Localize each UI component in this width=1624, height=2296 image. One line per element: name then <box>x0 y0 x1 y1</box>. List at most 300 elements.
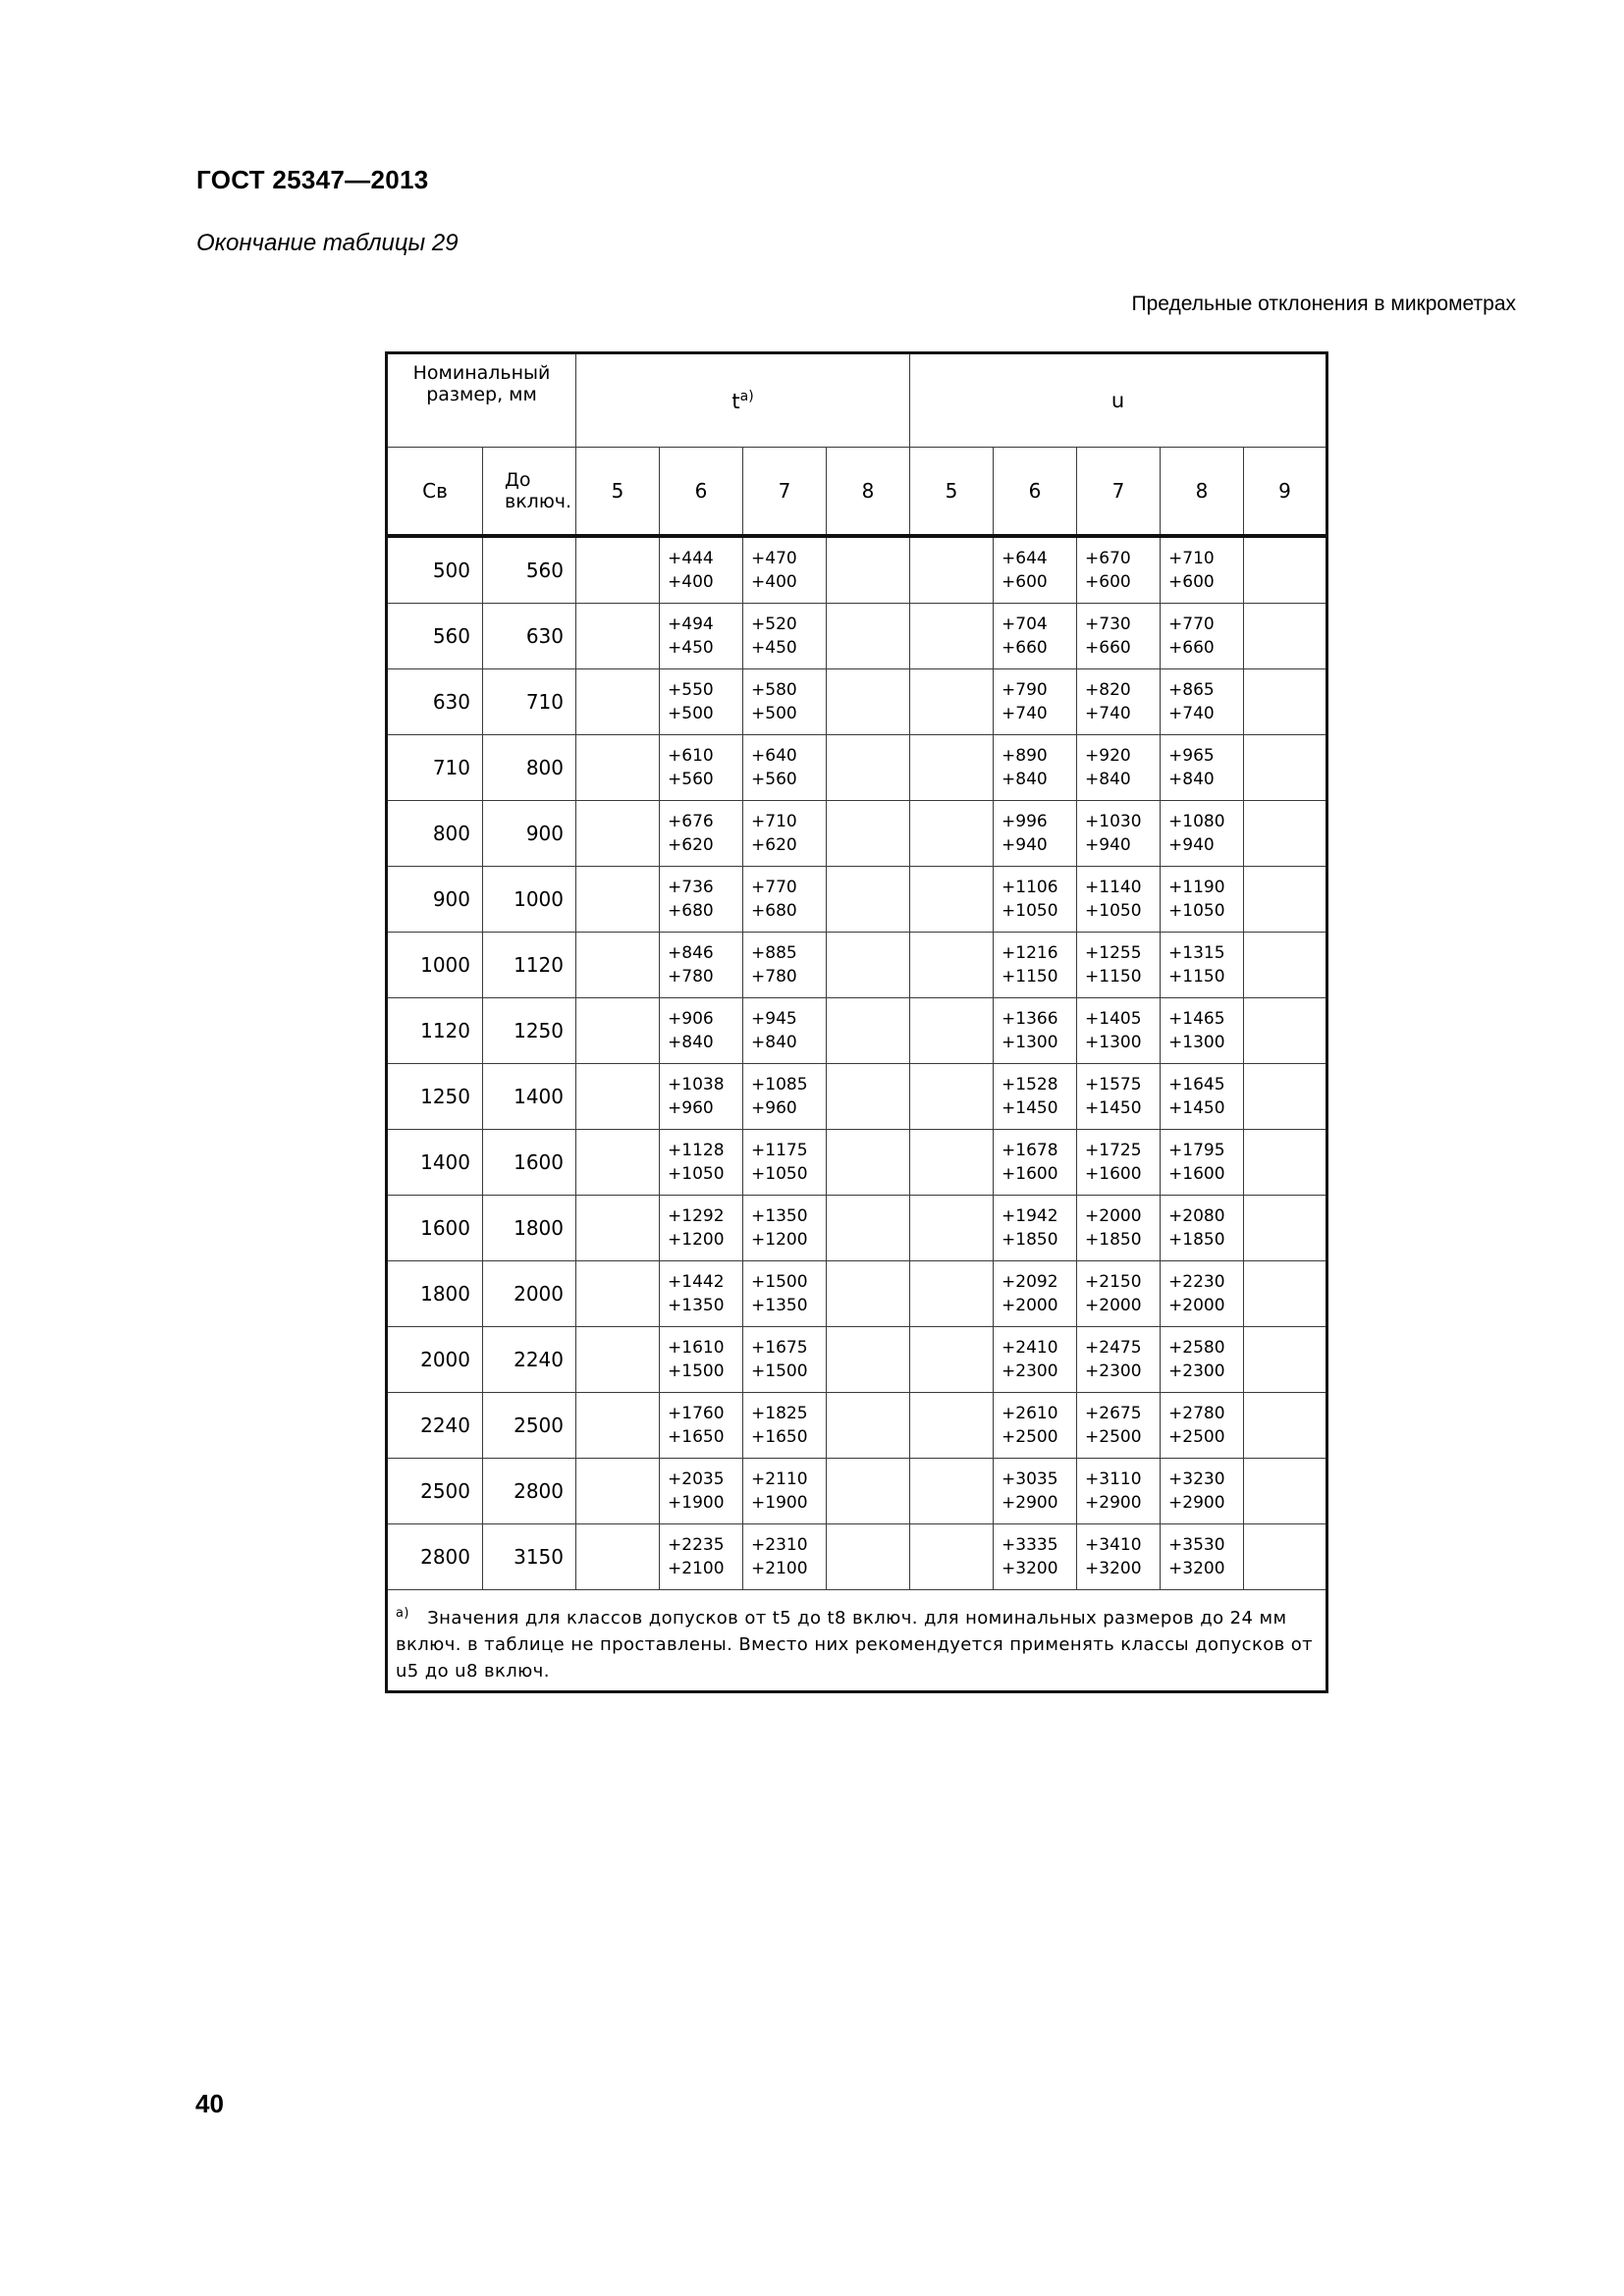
size-from-cell: 710 <box>387 735 483 801</box>
upper-deviation: +3335 <box>1001 1535 1058 1555</box>
tolerance-cell-t <box>827 1393 910 1459</box>
upper-deviation: +865 <box>1168 680 1215 700</box>
tolerance-cell-t <box>827 1327 910 1393</box>
upper-deviation: +1216 <box>1001 943 1058 963</box>
lower-deviation: +940 <box>1001 835 1048 855</box>
grade-header: 6 <box>660 448 743 537</box>
lower-deviation: +740 <box>1085 704 1131 723</box>
tolerance-cell-u <box>1161 1261 1244 1327</box>
tolerance-cell-t <box>660 669 743 735</box>
tolerance-cell-t <box>827 801 910 867</box>
upper-deviation: +920 <box>1085 746 1131 766</box>
grade-header: 5 <box>910 448 994 537</box>
tolerance-cell-u <box>1244 1261 1327 1327</box>
tolerance-cell-u <box>994 1196 1077 1261</box>
table-row <box>387 998 1327 1064</box>
tolerance-cell-u <box>1161 536 1244 604</box>
upper-deviation: +945 <box>751 1009 797 1029</box>
grade-header: 7 <box>743 448 827 537</box>
lower-deviation: +660 <box>1001 638 1048 658</box>
upper-deviation: +2610 <box>1001 1404 1058 1423</box>
lower-deviation: +2500 <box>1001 1427 1058 1447</box>
tolerance-cell-t <box>576 1130 660 1196</box>
tolerance-cell-u <box>994 1064 1077 1130</box>
tolerance-cell-t <box>660 1327 743 1393</box>
size-from-cell: 900 <box>387 867 483 933</box>
upper-deviation: +770 <box>1168 614 1215 634</box>
size-from-cell: 560 <box>387 604 483 669</box>
tolerance-cell-u <box>1244 1196 1327 1261</box>
tolerance-cell-t <box>660 735 743 801</box>
tolerance-cell-u <box>1244 1393 1327 1459</box>
lower-deviation: +2000 <box>1085 1296 1142 1315</box>
upper-deviation: +1442 <box>668 1272 725 1292</box>
lower-deviation: +680 <box>751 901 797 921</box>
tolerance-cell-t <box>576 1196 660 1261</box>
tolerance-cell-t <box>576 536 660 604</box>
tolerance-cell-t <box>576 1064 660 1130</box>
size-from-cell: 1120 <box>387 998 483 1064</box>
tolerance-cell-t <box>743 1524 827 1590</box>
upper-deviation: +790 <box>1001 680 1048 700</box>
tolerance-cell-u <box>1161 669 1244 735</box>
upper-deviation: +1080 <box>1168 812 1225 831</box>
tolerance-cell-u <box>1077 536 1161 604</box>
tolerance-cell-t <box>827 1261 910 1327</box>
lower-deviation: +600 <box>1001 572 1048 592</box>
tolerance-cell-t <box>576 669 660 735</box>
tolerance-cell-t <box>743 1459 827 1524</box>
size-to-cell: 1400 <box>483 1064 576 1130</box>
tolerance-cell-u <box>1161 1459 1244 1524</box>
lower-deviation: +780 <box>751 967 797 987</box>
lower-deviation: +3200 <box>1085 1559 1142 1578</box>
lower-deviation: +680 <box>668 901 714 921</box>
upper-deviation: +580 <box>751 680 797 700</box>
upper-deviation: +2150 <box>1085 1272 1142 1292</box>
lower-deviation: +740 <box>1001 704 1048 723</box>
lower-deviation: +1050 <box>1168 901 1225 921</box>
upper-deviation: +710 <box>1168 549 1215 568</box>
size-to-cell: 800 <box>483 735 576 801</box>
tolerance-cell-u <box>910 1196 994 1261</box>
upper-deviation: +1128 <box>668 1141 725 1160</box>
grade-header: 5 <box>576 448 660 537</box>
lower-deviation: +1200 <box>751 1230 808 1250</box>
lower-deviation: +1150 <box>1085 967 1142 987</box>
size-to-cell: 2500 <box>483 1393 576 1459</box>
tolerance-cell-u <box>1077 1459 1161 1524</box>
upper-deviation: +2410 <box>1001 1338 1058 1358</box>
upper-deviation: +1465 <box>1168 1009 1225 1029</box>
table-row <box>387 735 1327 801</box>
size-to-cell: 560 <box>483 536 576 604</box>
tolerance-cell-t <box>827 1524 910 1590</box>
tolerance-cell-t <box>743 801 827 867</box>
upper-deviation: +1678 <box>1001 1141 1058 1160</box>
size-from-cell: 1400 <box>387 1130 483 1196</box>
tolerance-cell-t <box>660 1261 743 1327</box>
tolerance-cell-u <box>1161 735 1244 801</box>
tolerance-cell-u <box>1244 536 1327 604</box>
size-to-cell: 3150 <box>483 1524 576 1590</box>
tolerance-cell-u <box>1077 998 1161 1064</box>
upper-deviation: +2035 <box>668 1469 725 1489</box>
upper-deviation: +470 <box>751 549 797 568</box>
lower-deviation: +2900 <box>1085 1493 1142 1513</box>
table-row <box>387 1393 1327 1459</box>
tolerance-cell-u <box>994 998 1077 1064</box>
size-to-cell: 630 <box>483 604 576 669</box>
tolerance-cell-u <box>910 1524 994 1590</box>
tolerance-cell-u <box>910 1393 994 1459</box>
tolerance-cell-t <box>660 1524 743 1590</box>
tolerance-cell-t <box>660 801 743 867</box>
tolerance-cell-t <box>576 604 660 669</box>
grade-header: 6 <box>994 448 1077 537</box>
tolerance-cell-t <box>827 604 910 669</box>
upper-deviation: +2675 <box>1085 1404 1142 1423</box>
upper-deviation: +3035 <box>1001 1469 1058 1489</box>
lower-deviation: +2100 <box>668 1559 725 1578</box>
tolerance-cell-u <box>1244 1130 1327 1196</box>
tolerance-cell-u <box>994 1327 1077 1393</box>
tolerance-cell-t <box>660 1459 743 1524</box>
upper-deviation: +1366 <box>1001 1009 1058 1029</box>
upper-deviation: +1175 <box>751 1141 808 1160</box>
lower-deviation: +620 <box>668 835 714 855</box>
tolerance-cell-u <box>994 536 1077 604</box>
tolerance-cell-t <box>660 867 743 933</box>
lower-deviation: +1450 <box>1001 1098 1058 1118</box>
lower-deviation: +1350 <box>751 1296 808 1315</box>
lower-deviation: +2900 <box>1001 1493 1058 1513</box>
tolerance-cell-t <box>743 604 827 669</box>
tolerance-cell-t <box>660 1393 743 1459</box>
tolerance-cell-u <box>1244 1524 1327 1590</box>
tolerance-cell-u <box>994 1393 1077 1459</box>
lower-deviation: +450 <box>751 638 797 658</box>
nominal-size-header: Номинальный размер, мм <box>387 353 576 448</box>
tolerance-cell-u <box>1161 1524 1244 1590</box>
upper-deviation: +1645 <box>1168 1075 1225 1095</box>
tolerance-cell-t <box>576 1524 660 1590</box>
tolerance-cell-t <box>660 604 743 669</box>
size-to-cell: 900 <box>483 801 576 867</box>
upper-deviation: +885 <box>751 943 797 963</box>
lower-deviation: +840 <box>751 1033 797 1052</box>
tolerance-cell-t <box>743 998 827 1064</box>
tolerance-cell-u <box>1161 1064 1244 1130</box>
tolerance-cell-u <box>1077 933 1161 998</box>
tolerance-cell-u <box>994 1459 1077 1524</box>
header-row-grades <box>387 448 1327 537</box>
lower-deviation: +1300 <box>1001 1033 1058 1052</box>
lower-deviation: +1600 <box>1168 1164 1225 1184</box>
lower-deviation: +1300 <box>1168 1033 1225 1052</box>
grade-header: 9 <box>1244 448 1327 537</box>
group-t-label: t <box>731 389 740 413</box>
tolerance-cell-t <box>576 867 660 933</box>
tolerance-cell-t <box>743 1327 827 1393</box>
size-from-cell: 2240 <box>387 1393 483 1459</box>
lower-deviation: +2000 <box>1001 1296 1058 1315</box>
upper-deviation: +494 <box>668 614 714 634</box>
lower-deviation: +660 <box>1168 638 1215 658</box>
size-from-cell: 1250 <box>387 1064 483 1130</box>
tolerance-cell-t <box>827 1459 910 1524</box>
upper-deviation: +1675 <box>751 1338 808 1358</box>
tolerance-cell-u <box>1077 1393 1161 1459</box>
upper-deviation: +2780 <box>1168 1404 1225 1423</box>
tolerance-cell-u <box>1244 867 1327 933</box>
tolerance-cell-u <box>1161 998 1244 1064</box>
size-from-cell: 2000 <box>387 1327 483 1393</box>
grade-header: 8 <box>827 448 910 537</box>
table-row <box>387 1261 1327 1327</box>
table-row <box>387 933 1327 998</box>
upper-deviation: +846 <box>668 943 714 963</box>
tolerance-cell-u <box>994 1261 1077 1327</box>
tolerance-cell-u <box>994 1524 1077 1590</box>
size-from-cell: 1800 <box>387 1261 483 1327</box>
upper-deviation: +2310 <box>751 1535 808 1555</box>
lower-deviation: +740 <box>1168 704 1215 723</box>
grade-header: 8 <box>1161 448 1244 537</box>
tolerance-cell-u <box>994 604 1077 669</box>
upper-deviation: +1292 <box>668 1206 725 1226</box>
tolerance-cell-u <box>1161 933 1244 998</box>
upper-deviation: +2110 <box>751 1469 808 1489</box>
tolerance-cell-u <box>1077 1327 1161 1393</box>
upper-deviation: +736 <box>668 878 714 897</box>
lower-deviation: +3200 <box>1168 1559 1225 1578</box>
tolerance-cell-u <box>1244 998 1327 1064</box>
tolerance-cell-t <box>660 1196 743 1261</box>
tolerance-cell-u <box>1077 801 1161 867</box>
tolerance-cell-u <box>910 867 994 933</box>
tolerance-cell-t <box>576 1261 660 1327</box>
table-row <box>387 1130 1327 1196</box>
header-row-groups <box>387 353 1327 448</box>
upper-deviation: +640 <box>751 746 797 766</box>
table-row <box>387 1524 1327 1590</box>
lower-deviation: +560 <box>751 770 797 789</box>
lower-deviation: +2300 <box>1001 1362 1058 1381</box>
size-from-cell: 2500 <box>387 1459 483 1524</box>
upper-deviation: +1760 <box>668 1404 725 1423</box>
tolerance-cell-u <box>1244 604 1327 669</box>
upper-deviation: +3530 <box>1168 1535 1225 1555</box>
lower-deviation: +1900 <box>751 1493 808 1513</box>
tolerance-cell-u <box>994 933 1077 998</box>
lower-deviation: +2000 <box>1168 1296 1225 1315</box>
lower-deviation: +2900 <box>1168 1493 1225 1513</box>
table-caption: Окончание таблицы 29 <box>196 230 459 256</box>
tolerance-cell-t <box>660 1130 743 1196</box>
lower-deviation: +960 <box>751 1098 797 1118</box>
lower-deviation: +840 <box>1001 770 1048 789</box>
tolerance-cell-u <box>1077 1196 1161 1261</box>
upper-deviation: +1942 <box>1001 1206 1058 1226</box>
table-row <box>387 867 1327 933</box>
tolerance-cell-u <box>994 867 1077 933</box>
tolerance-cell-u <box>1161 1196 1244 1261</box>
tolerance-cell-u <box>1161 1327 1244 1393</box>
size-from-cell: 1000 <box>387 933 483 998</box>
upper-deviation: +890 <box>1001 746 1048 766</box>
tolerance-cell-t <box>827 669 910 735</box>
lower-deviation: +560 <box>668 770 714 789</box>
lower-deviation: +1050 <box>1001 901 1058 921</box>
size-to-cell: 2000 <box>483 1261 576 1327</box>
tolerance-cell-t <box>827 735 910 801</box>
upper-deviation: +676 <box>668 812 714 831</box>
lower-deviation: +1600 <box>1001 1164 1058 1184</box>
upper-deviation: +2475 <box>1085 1338 1142 1358</box>
lower-deviation: +450 <box>668 638 714 658</box>
upper-deviation: +965 <box>1168 746 1215 766</box>
lower-deviation: +840 <box>1085 770 1131 789</box>
tolerance-cell-u <box>1077 735 1161 801</box>
units-note: Предельные отклонения в микрометрах <box>1131 293 1516 315</box>
tolerance-cell-u <box>910 669 994 735</box>
upper-deviation: +2080 <box>1168 1206 1225 1226</box>
tolerance-cell-t <box>660 998 743 1064</box>
lower-deviation: +1850 <box>1001 1230 1058 1250</box>
tolerance-cell-u <box>1244 735 1327 801</box>
upper-deviation: +1350 <box>751 1206 808 1226</box>
lower-deviation: +1050 <box>1085 901 1142 921</box>
upper-deviation: +2230 <box>1168 1272 1225 1292</box>
tolerance-cell-t <box>660 1064 743 1130</box>
lower-deviation: +960 <box>668 1098 714 1118</box>
tolerance-cell-u <box>1244 801 1327 867</box>
upper-deviation: +906 <box>668 1009 714 1029</box>
tolerance-cell-u <box>1244 933 1327 998</box>
size-to-cell: 1120 <box>483 933 576 998</box>
tolerance-cell-u <box>910 735 994 801</box>
tolerance-cell-u <box>994 669 1077 735</box>
lower-deviation: +400 <box>751 572 797 592</box>
tolerance-cell-t <box>827 1196 910 1261</box>
tolerance-cell-t <box>576 735 660 801</box>
tolerance-cell-u <box>994 801 1077 867</box>
tolerance-cell-t <box>576 998 660 1064</box>
size-to-cell: 710 <box>483 669 576 735</box>
tolerance-cell-u <box>1244 669 1327 735</box>
lower-deviation: +600 <box>1168 572 1215 592</box>
table-row <box>387 801 1327 867</box>
lower-deviation: +1150 <box>1168 967 1225 987</box>
tolerance-cell-u <box>910 933 994 998</box>
tolerance-cell-u <box>910 998 994 1064</box>
lower-deviation: +600 <box>1085 572 1131 592</box>
upper-deviation: +1610 <box>668 1338 725 1358</box>
tolerance-cell-t <box>827 867 910 933</box>
upper-deviation: +1030 <box>1085 812 1142 831</box>
lower-deviation: +1500 <box>751 1362 808 1381</box>
table-row <box>387 1196 1327 1261</box>
tolerance-cell-t <box>743 735 827 801</box>
upper-deviation: +1315 <box>1168 943 1225 963</box>
tolerance-cell-u <box>1161 604 1244 669</box>
upper-deviation: +704 <box>1001 614 1048 634</box>
tolerance-cell-t <box>576 1459 660 1524</box>
tolerance-cell-u <box>1077 669 1161 735</box>
group-header-u: u <box>910 353 1327 448</box>
lower-deviation: +660 <box>1085 638 1131 658</box>
lower-deviation: +1350 <box>668 1296 725 1315</box>
upper-deviation: +520 <box>751 614 797 634</box>
lower-deviation: +500 <box>668 704 714 723</box>
tolerance-table <box>385 351 1328 1693</box>
upper-deviation: +820 <box>1085 680 1131 700</box>
upper-deviation: +2000 <box>1085 1206 1142 1226</box>
tolerance-cell-t <box>743 536 827 604</box>
lower-deviation: +400 <box>668 572 714 592</box>
tolerance-cell-t <box>827 1064 910 1130</box>
size-from-cell: 630 <box>387 669 483 735</box>
tolerance-cell-u <box>1077 1130 1161 1196</box>
tolerance-cell-t <box>827 933 910 998</box>
page-number: 40 <box>195 2089 224 2118</box>
tolerance-cell-t <box>743 1261 827 1327</box>
lower-deviation: +620 <box>751 835 797 855</box>
document-code: ГОСТ 25347—2013 <box>196 165 429 194</box>
tolerance-cell-t <box>827 1130 910 1196</box>
tolerance-cell-u <box>1077 1064 1161 1130</box>
tolerance-cell-t <box>827 998 910 1064</box>
footnote-row <box>387 1590 1327 1692</box>
tolerance-cell-t <box>827 536 910 604</box>
lower-deviation: +940 <box>1168 835 1215 855</box>
tolerance-cell-u <box>1077 604 1161 669</box>
upper-deviation: +1405 <box>1085 1009 1142 1029</box>
from-header: Св <box>387 448 483 537</box>
tolerance-cell-u <box>910 1064 994 1130</box>
upper-deviation: +730 <box>1085 614 1131 634</box>
upper-deviation: +996 <box>1001 812 1048 831</box>
footnote-cell <box>387 1590 1327 1692</box>
lower-deviation: +1200 <box>668 1230 725 1250</box>
lower-deviation: +1650 <box>751 1427 808 1447</box>
upper-deviation: +1085 <box>751 1075 808 1095</box>
tolerance-cell-u <box>1161 1393 1244 1459</box>
table-row <box>387 536 1327 604</box>
lower-deviation: +1850 <box>1168 1230 1225 1250</box>
upper-deviation: +1825 <box>751 1404 808 1423</box>
lower-deviation: +1600 <box>1085 1164 1142 1184</box>
tolerance-cell-t <box>743 1393 827 1459</box>
size-from-cell: 2800 <box>387 1524 483 1590</box>
lower-deviation: +780 <box>668 967 714 987</box>
tolerance-cell-u <box>1077 1524 1161 1590</box>
lower-deviation: +1450 <box>1168 1098 1225 1118</box>
lower-deviation: +1500 <box>668 1362 725 1381</box>
upper-deviation: +2092 <box>1001 1272 1058 1292</box>
tolerance-cell-t <box>576 1393 660 1459</box>
lower-deviation: +3200 <box>1001 1559 1058 1578</box>
tolerance-cell-t <box>576 1327 660 1393</box>
tolerance-cell-t <box>743 669 827 735</box>
to-header: До включ. <box>483 448 576 537</box>
tolerance-cell-t <box>743 1130 827 1196</box>
lower-deviation: +2100 <box>751 1559 808 1578</box>
tolerance-cell-u <box>994 1130 1077 1196</box>
tolerance-cell-u <box>1161 867 1244 933</box>
table-row <box>387 669 1327 735</box>
